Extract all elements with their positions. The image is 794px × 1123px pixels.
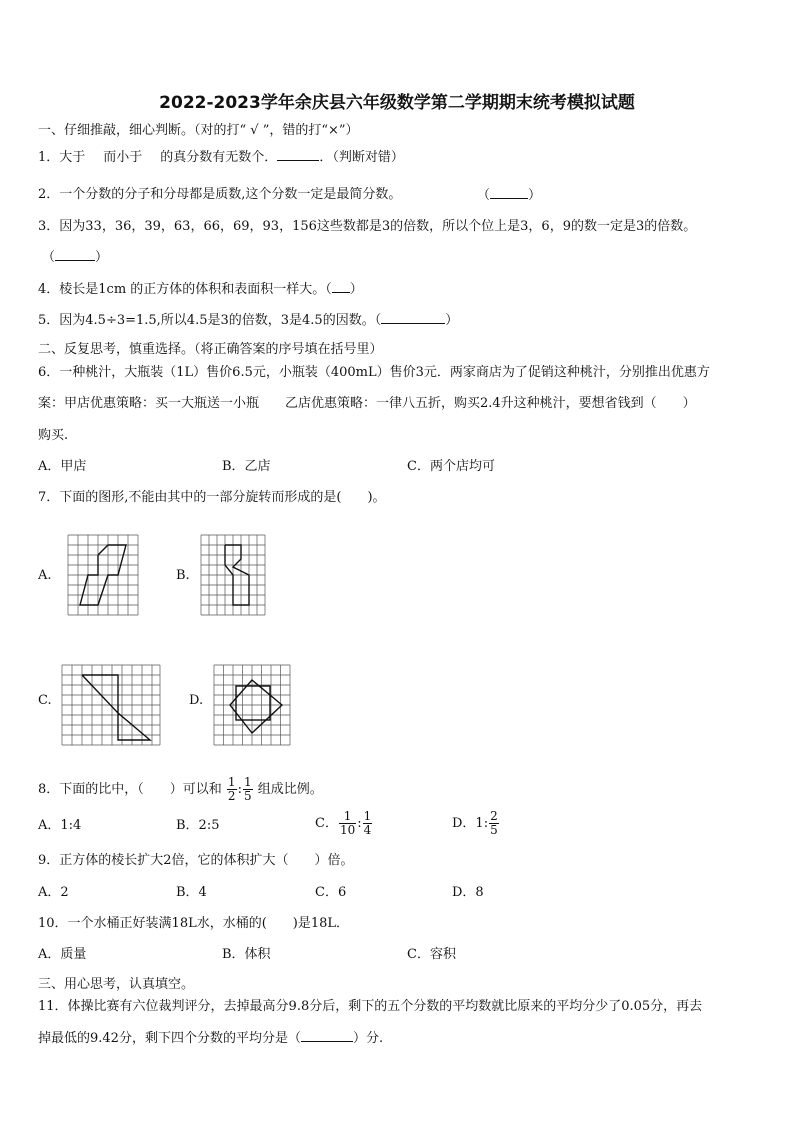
q10-option-c[interactable]: C．容积 bbox=[407, 947, 456, 962]
q7-figure-d[interactable] bbox=[212, 663, 292, 749]
q9-option-d[interactable]: D．8 bbox=[452, 885, 484, 900]
q7-option-d-label[interactable]: D. bbox=[189, 693, 204, 708]
answer-blank[interactable] bbox=[332, 280, 350, 293]
q8-option-b[interactable]: B．2:5 bbox=[176, 818, 220, 833]
q7-figure-b[interactable] bbox=[199, 533, 269, 621]
q8-option-c[interactable]: C． $\frac{1}{10}$ : $\frac{1}{4}$ bbox=[315, 809, 372, 837]
q9-option-a[interactable]: A．2 bbox=[38, 885, 69, 900]
fraction-one-half: $\frac{1}{2}$ bbox=[227, 775, 236, 803]
answer-blank[interactable] bbox=[301, 1029, 353, 1042]
section-3-heading: 三、用心思考，认真填空。 bbox=[38, 977, 195, 992]
question-11-line-1: 11．体操比赛有六位裁判评分，去掉最高分9.8分后，剩下的五个分数的平均数就比原来的平均分少了0.05分，再去 bbox=[38, 999, 703, 1014]
fraction-one-fifth: $\frac{1}{5}$ bbox=[243, 775, 252, 803]
q7-option-c-label[interactable]: C. bbox=[38, 693, 52, 708]
question-9: 9．正方体的棱长扩大2倍，它的体积扩大（ ）倍。 bbox=[38, 853, 354, 868]
answer-blank[interactable] bbox=[381, 311, 445, 324]
q8-option-d[interactable]: D．1: $\frac{2}{5}$ bbox=[452, 809, 498, 837]
q6-option-a[interactable]: A．甲店 bbox=[38, 459, 87, 474]
question-7: 7．下面的图形,不能由其中的一部分旋转而形成的是( )。 bbox=[38, 490, 386, 505]
answer-blank[interactable] bbox=[55, 248, 95, 261]
question-5: 5．因为4.5÷3=1.5,所以4.5是3的倍数，3是4.5的因数。（ ） bbox=[38, 313, 459, 328]
question-10: 10．一个水桶正好装满18L水，水桶的( )是18L． bbox=[38, 916, 350, 931]
q7-option-a-label[interactable]: A. bbox=[38, 568, 52, 583]
q8-option-a[interactable]: A．1:4 bbox=[38, 818, 82, 833]
q10-option-b[interactable]: B．体积 bbox=[222, 947, 271, 962]
question-4: 4．棱长是1cm 的正方体的体积和表面积一样大。（ ） bbox=[38, 282, 363, 297]
q10-option-a[interactable]: A．质量 bbox=[38, 947, 87, 962]
answer-bracket-q3: （ ） bbox=[42, 250, 109, 265]
answer-blank[interactable] bbox=[277, 148, 319, 161]
page-title: 2022-2023学年余庆县六年级数学第二学期期末统考模拟试题 bbox=[159, 93, 635, 113]
question-3: 3．因为33，36，39，63，66，69，93，156这些数都是3的倍数，所以个位上是3，6，9的数一定是3的倍数。 bbox=[38, 219, 697, 234]
q7-figure-c[interactable] bbox=[60, 663, 162, 749]
answer-bracket-q2: （ ） bbox=[477, 188, 542, 203]
answer-blank[interactable] bbox=[490, 186, 528, 199]
q6-option-c[interactable]: C．两个店均可 bbox=[407, 459, 495, 474]
q9-option-c[interactable]: C．6 bbox=[315, 885, 347, 900]
question-6-line-2: 案：甲店优惠策略：买一大瓶送一小瓶 乙店优惠策略：一律八五折，购买2.4升这种桃汁，要想省钱到（ ） bbox=[38, 396, 696, 411]
section-1-heading: 一、仔细推敲，细心判断。（对的打“ √ ”，错的打“×”） bbox=[38, 123, 359, 138]
question-2: 2．一个分数的分子和分母都是质数,这个分数一定是最简分数。 bbox=[38, 187, 402, 202]
question-8: 8．下面的比中，（ ）可以和 $\frac{1}{2}$ : $\frac{1}{5}$ 组成比例。 bbox=[38, 775, 323, 803]
question-6-line-3: 购买. bbox=[38, 428, 69, 443]
section-2-heading: 二、反复思考，慎重选择。（将正确答案的序号填在括号里） bbox=[38, 342, 383, 357]
q7-option-b-label[interactable]: B. bbox=[176, 568, 190, 583]
question-1: 1．大于 而小于 的真分数有无数个． ．（判断对错） bbox=[38, 150, 404, 165]
question-11-line-2: 掉最低的9.42分，剩下四个分数的平均分是（ ）分. bbox=[38, 1031, 384, 1046]
q6-option-b[interactable]: B．乙店 bbox=[222, 459, 271, 474]
q7-figure-a[interactable] bbox=[66, 533, 140, 621]
q9-option-b[interactable]: B．4 bbox=[176, 885, 207, 900]
question-6-line-1: 6．一种桃汁，大瓶装（1L）售价6.5元，小瓶装（400mL）售价3元．两家商店为了促销这种桃汁，分别推出优惠方 bbox=[38, 365, 710, 380]
